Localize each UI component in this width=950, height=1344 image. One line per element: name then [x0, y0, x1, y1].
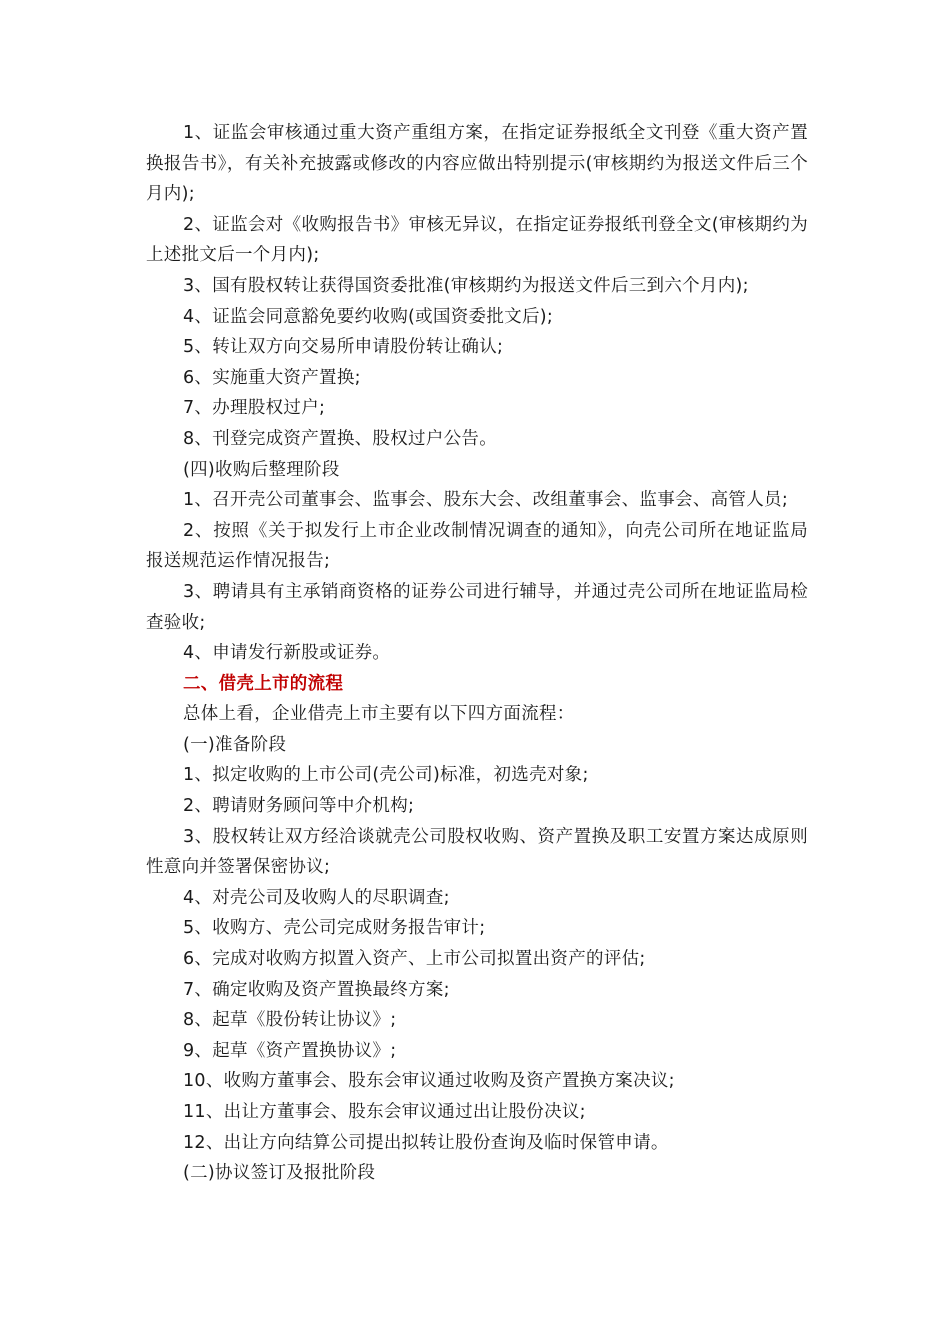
- paragraph-21: 8、起草《股份转让协议》;: [183, 1010, 397, 1031]
- section-heading-stage-4: (四)收购后整理阶段: [183, 459, 340, 480]
- paragraph-19: 6、完成对收购方拟置入资产、上市公司拟置出资产的评估;: [183, 949, 646, 970]
- paragraph-7: 7、办理股权过户;: [183, 398, 326, 419]
- paragraph-10: 2、按照《关于拟发行上市企业改制情况调查的通知》，向壳公司所在地证监局报送规范运作情况报告;: [146, 520, 808, 572]
- paragraph-9: 1、召开壳公司董事会、监事会、股东大会、改组董事会、监事会、高管人员;: [183, 490, 789, 511]
- section-heading-backdoor-listing: 二、借壳上市的流程: [183, 673, 344, 694]
- paragraph-5: 5、转让双方向交易所申请股份转让确认;: [183, 337, 504, 358]
- paragraph-3: 3、国有股权转让获得国资委批准(审核期约为报送文件后三到六个月内);: [183, 275, 749, 296]
- section-heading-stage-1: (一)准备阶段: [183, 734, 287, 755]
- paragraph-25: 12、出让方向结算公司提出拟转让股份查询及临时保管申请。: [183, 1132, 669, 1153]
- paragraph-12: 4、申请发行新股或证券。: [183, 643, 391, 664]
- paragraph-16: 3、股权转让双方经洽谈就壳公司股权收购、资产置换及职工安置方案达成原则性意向并签署保密协议;: [146, 826, 808, 878]
- paragraph-18: 5、收购方、壳公司完成财务报告审计;: [183, 918, 486, 939]
- paragraph-2: 2、证监会对《收购报告书》审核无异议，在指定证券报纸刊登全文(审核期约为上述批文后一个月内);: [146, 214, 808, 266]
- paragraph-17: 4、对壳公司及收购人的尽职调查;: [183, 887, 450, 908]
- paragraph-1: 1、证监会审核通过重大资产重组方案，在指定证券报纸全文刊登《重大资产置换报告书》，有关补充披露或修改的内容应做出特别提示(审核期约为报送文件后三个月内);: [146, 123, 808, 205]
- paragraph-23: 10、收购方董事会、股东会审议通过收购及资产置换方案决议;: [183, 1071, 675, 1092]
- paragraph-20: 7、确定收购及资产置换最终方案;: [183, 979, 450, 1000]
- paragraph-8: 8、刊登完成资产置换、股权过户公告。: [183, 428, 498, 449]
- section-heading-stage-2: (二)协议签订及报批阶段: [183, 1163, 376, 1184]
- paragraph-24: 11、出让方董事会、股东会审议通过出让股份决议;: [183, 1102, 586, 1122]
- paragraph-4: 4、证监会同意豁免要约收购(或国资委批文后);: [183, 306, 554, 327]
- paragraph-14: 1、拟定收购的上市公司(壳公司)标准，初选壳对象;: [183, 765, 589, 786]
- paragraph-6: 6、实施重大资产置换;: [183, 367, 361, 388]
- paragraph-15: 2、聘请财务顾问等中介机构;: [183, 796, 415, 817]
- paragraph-11: 3、聘请具有主承销商资格的证券公司进行辅导，并通过壳公司所在地证监局检查验收;: [146, 581, 808, 633]
- paragraph-13: 总体上看，企业借壳上市主要有以下四方面流程：: [183, 704, 575, 725]
- paragraph-22: 9、起草《资产置换协议》;: [183, 1040, 397, 1061]
